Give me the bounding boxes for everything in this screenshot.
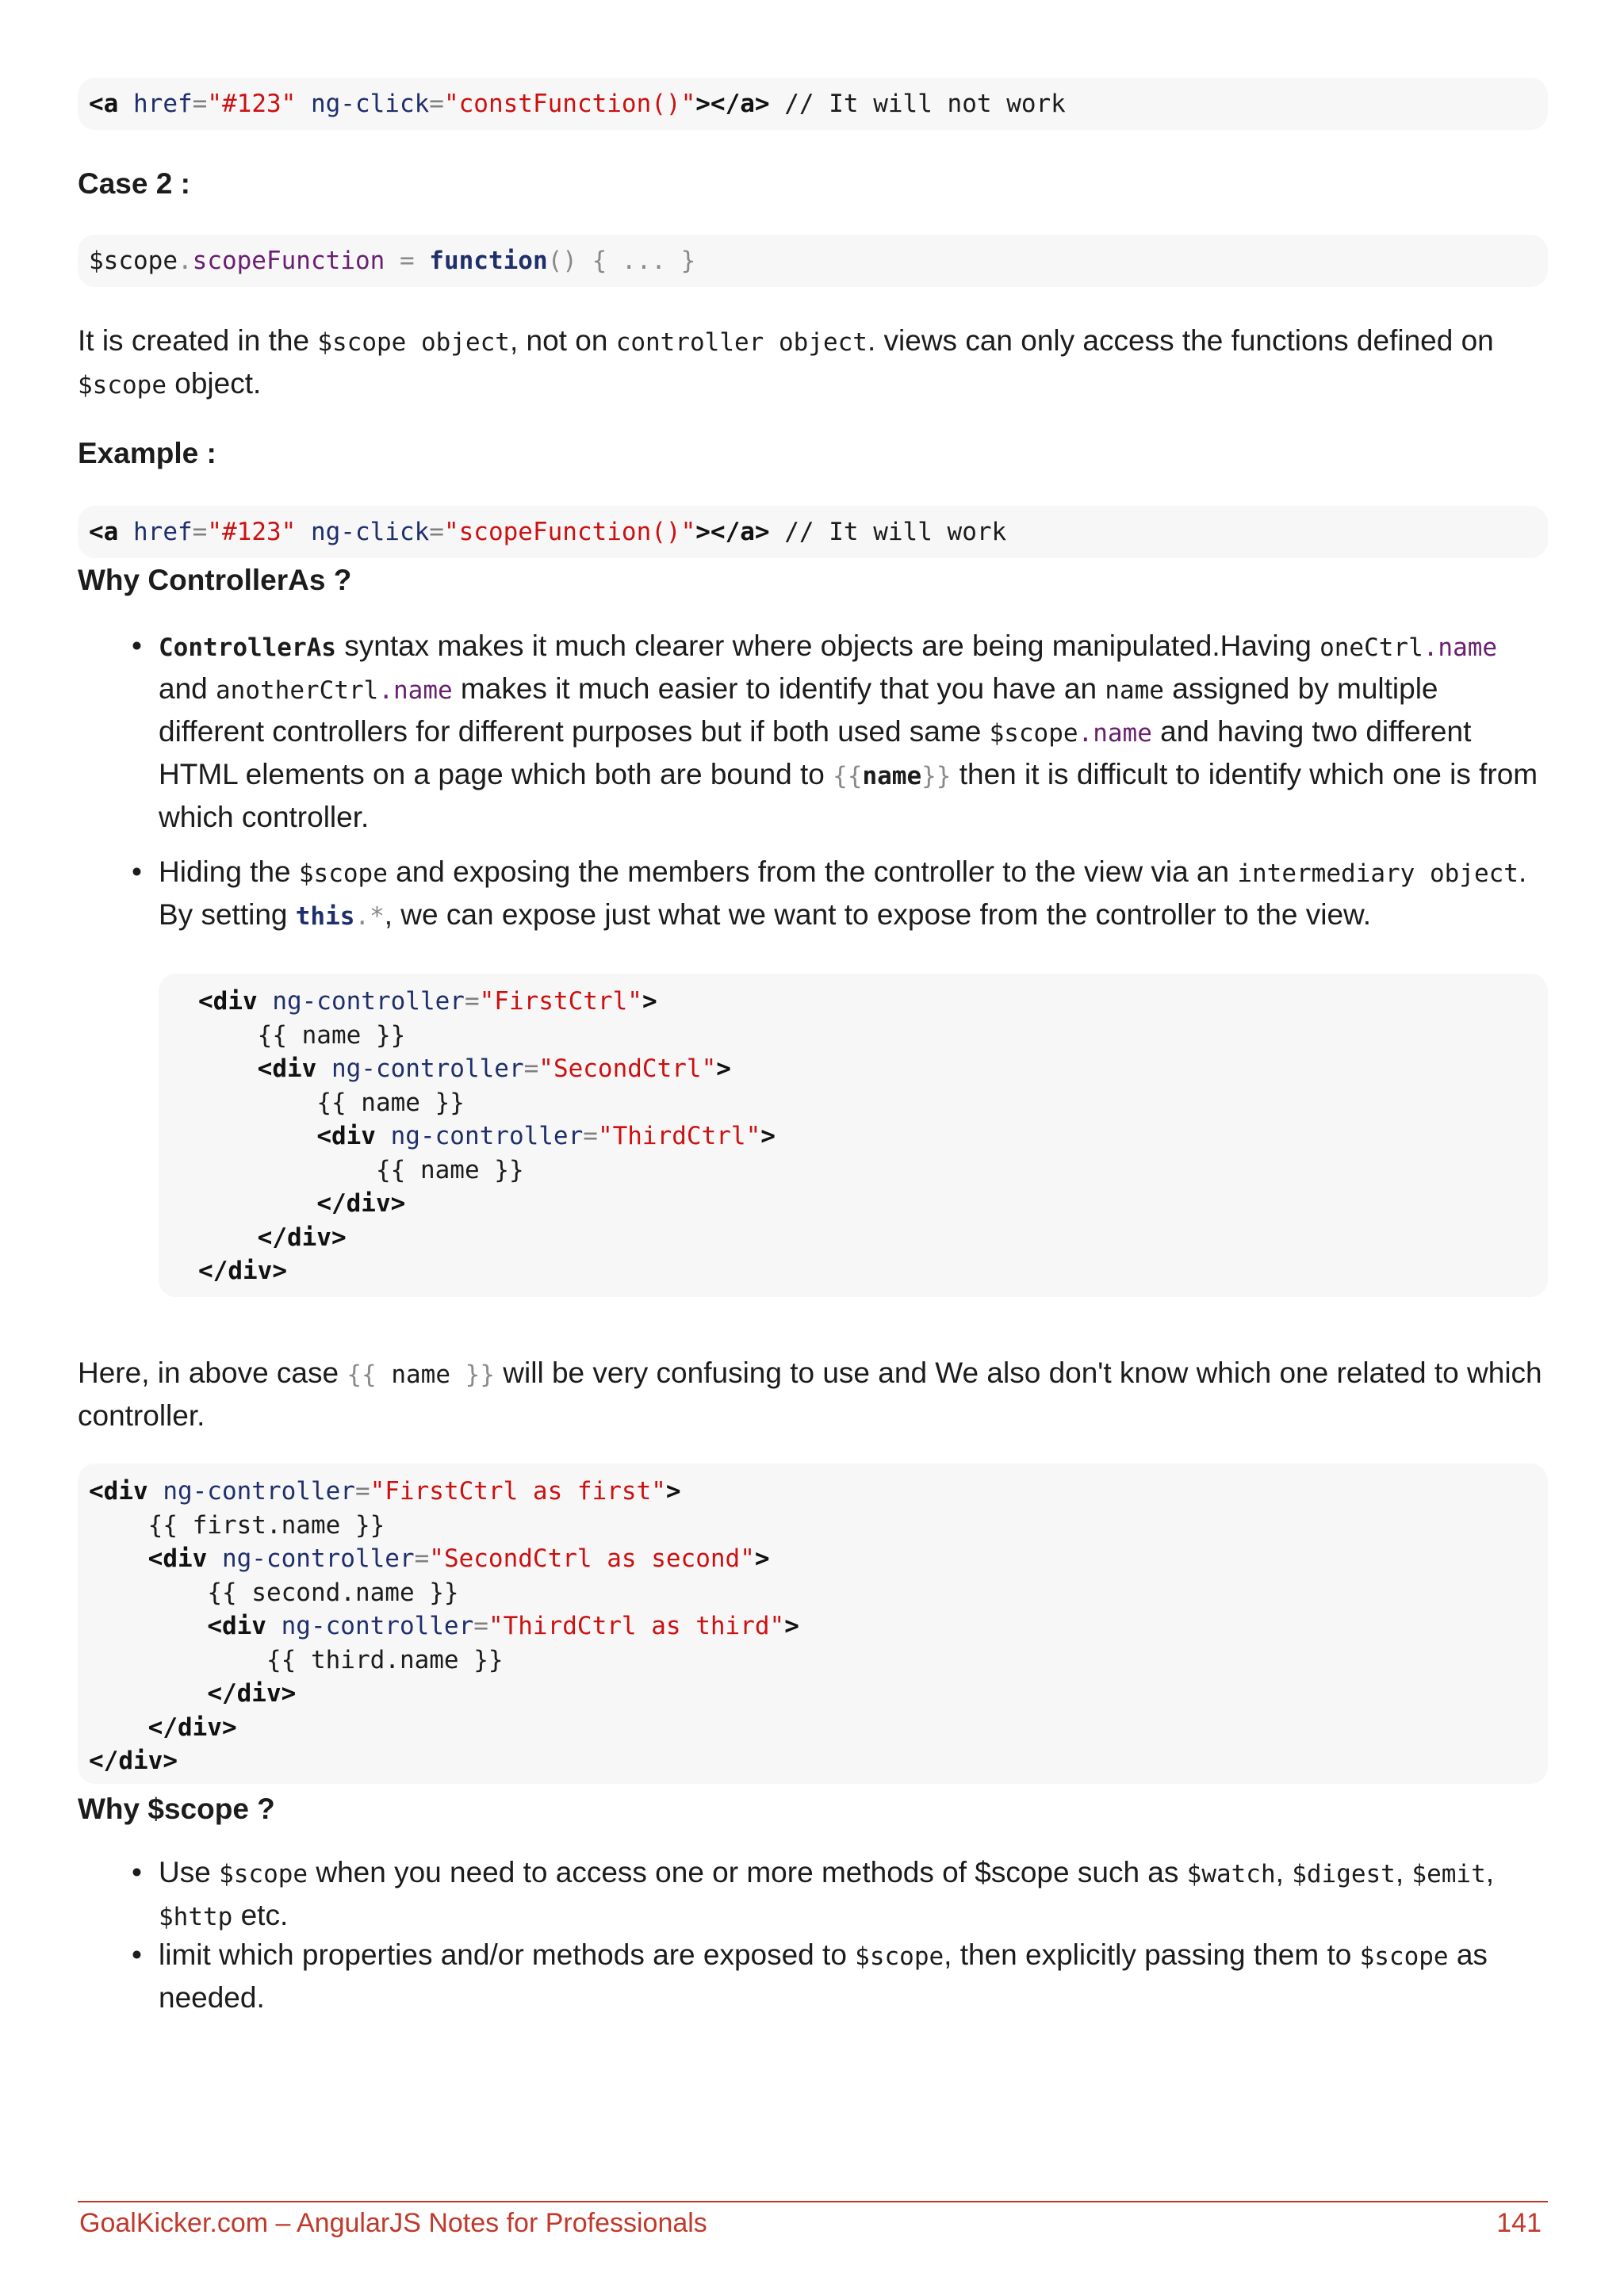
- code-block-nested-controllers: [159, 974, 1548, 1297]
- code-line: {{ name }}: [316, 1088, 465, 1117]
- code-line: {{ name }}: [257, 1020, 406, 1050]
- code-line: <div ng-controller="ThirdCtrl">: [316, 1122, 776, 1150]
- code-block-scope-function: $scope.scopeFunction = function() { ... }: [78, 235, 1548, 287]
- code-line: <div ng-controller="SecondCtrl">: [257, 1054, 731, 1083]
- code-line: {{ second.name }}: [207, 1578, 459, 1607]
- code-line: </div>: [198, 1257, 287, 1285]
- code-line: <div ng-controller="SecondCtrl as second">: [147, 1544, 770, 1573]
- code-line: </div>: [147, 1712, 237, 1742]
- bullet-hiding-scope: • Hiding the $scope and exposing the members from the controller to the view via an intermediary object. By setting this.*, we can expose just what we want to expose from the controller to the view.: [159, 851, 1538, 937]
- bullet-dot: •: [132, 629, 142, 662]
- bullet-limit-properties: • limit which properties and/or methods are exposed to $scope, then explicitly passing them to $scope as needed.: [159, 1934, 1538, 2019]
- code-line: </div>: [257, 1223, 347, 1252]
- code-line: <div ng-controller="FirstCtrl">: [198, 987, 657, 1016]
- footer-divider: [78, 2201, 1548, 2202]
- code-block-controller-as: [78, 1464, 1548, 1784]
- code-line: <div ng-controller="ThirdCtrl as third">: [207, 1612, 799, 1640]
- code-line: {{ first.name }}: [147, 1510, 385, 1540]
- bullet-controlleras-syntax: • ControllerAs syntax makes it much clearer where objects are being manipulated.Having oneCtrl.name and anotherCtrl.name makes it much easier to identify that you have an name assigned by multiple different controllers for different purposes but if both used same $scope.name and having two different HTML elements on a page which both are bound to {{name}} then it is difficult to identify which one is from which controller.: [159, 626, 1538, 838]
- code-line: {{ third.name }}: [266, 1645, 504, 1674]
- code-line: </div>: [89, 1747, 178, 1775]
- bullet-dot: •: [132, 855, 142, 888]
- code-line: {{ name }}: [375, 1155, 524, 1184]
- footer-book-title: GoalKicker.com – AngularJS Notes for Professionals: [79, 2208, 707, 2238]
- code-line: </div>: [207, 1679, 297, 1708]
- bullet-dot: •: [132, 1938, 142, 1971]
- code-block-const-function: <a href="#123" ng-click="constFunction()"></a> // It will not work: [78, 78, 1548, 130]
- scope-object-paragraph: It is created in the $scope object, not on controller object. views can only access the functions defined on $scope object.: [78, 324, 1494, 400]
- case-2-heading: Case 2 :: [78, 167, 190, 200]
- code-block-scope-function-example: <a href="#123" ng-click="scopeFunction()"></a> // It will work: [78, 506, 1548, 558]
- confusing-name-paragraph: Here, in above case {{ name }} will be very confusing to use and We also don't know which one related to which controller.: [78, 1357, 1542, 1432]
- bullet-use-scope: • Use $scope when you need to access one or more methods of $scope such as $watch, $digest, $emit, $http etc.: [159, 1852, 1538, 1938]
- code-line: <div ng-controller="FirstCtrl as first">: [89, 1477, 681, 1506]
- footer-page-number: 141: [1496, 2208, 1542, 2238]
- code-line: </div>: [316, 1189, 406, 1218]
- bullet-dot: •: [132, 1856, 142, 1888]
- why-controlleras-heading: Why ControllerAs ?: [78, 564, 352, 596]
- example-heading: Example :: [78, 437, 216, 469]
- why-scope-heading: Why $scope ?: [78, 1793, 275, 1825]
